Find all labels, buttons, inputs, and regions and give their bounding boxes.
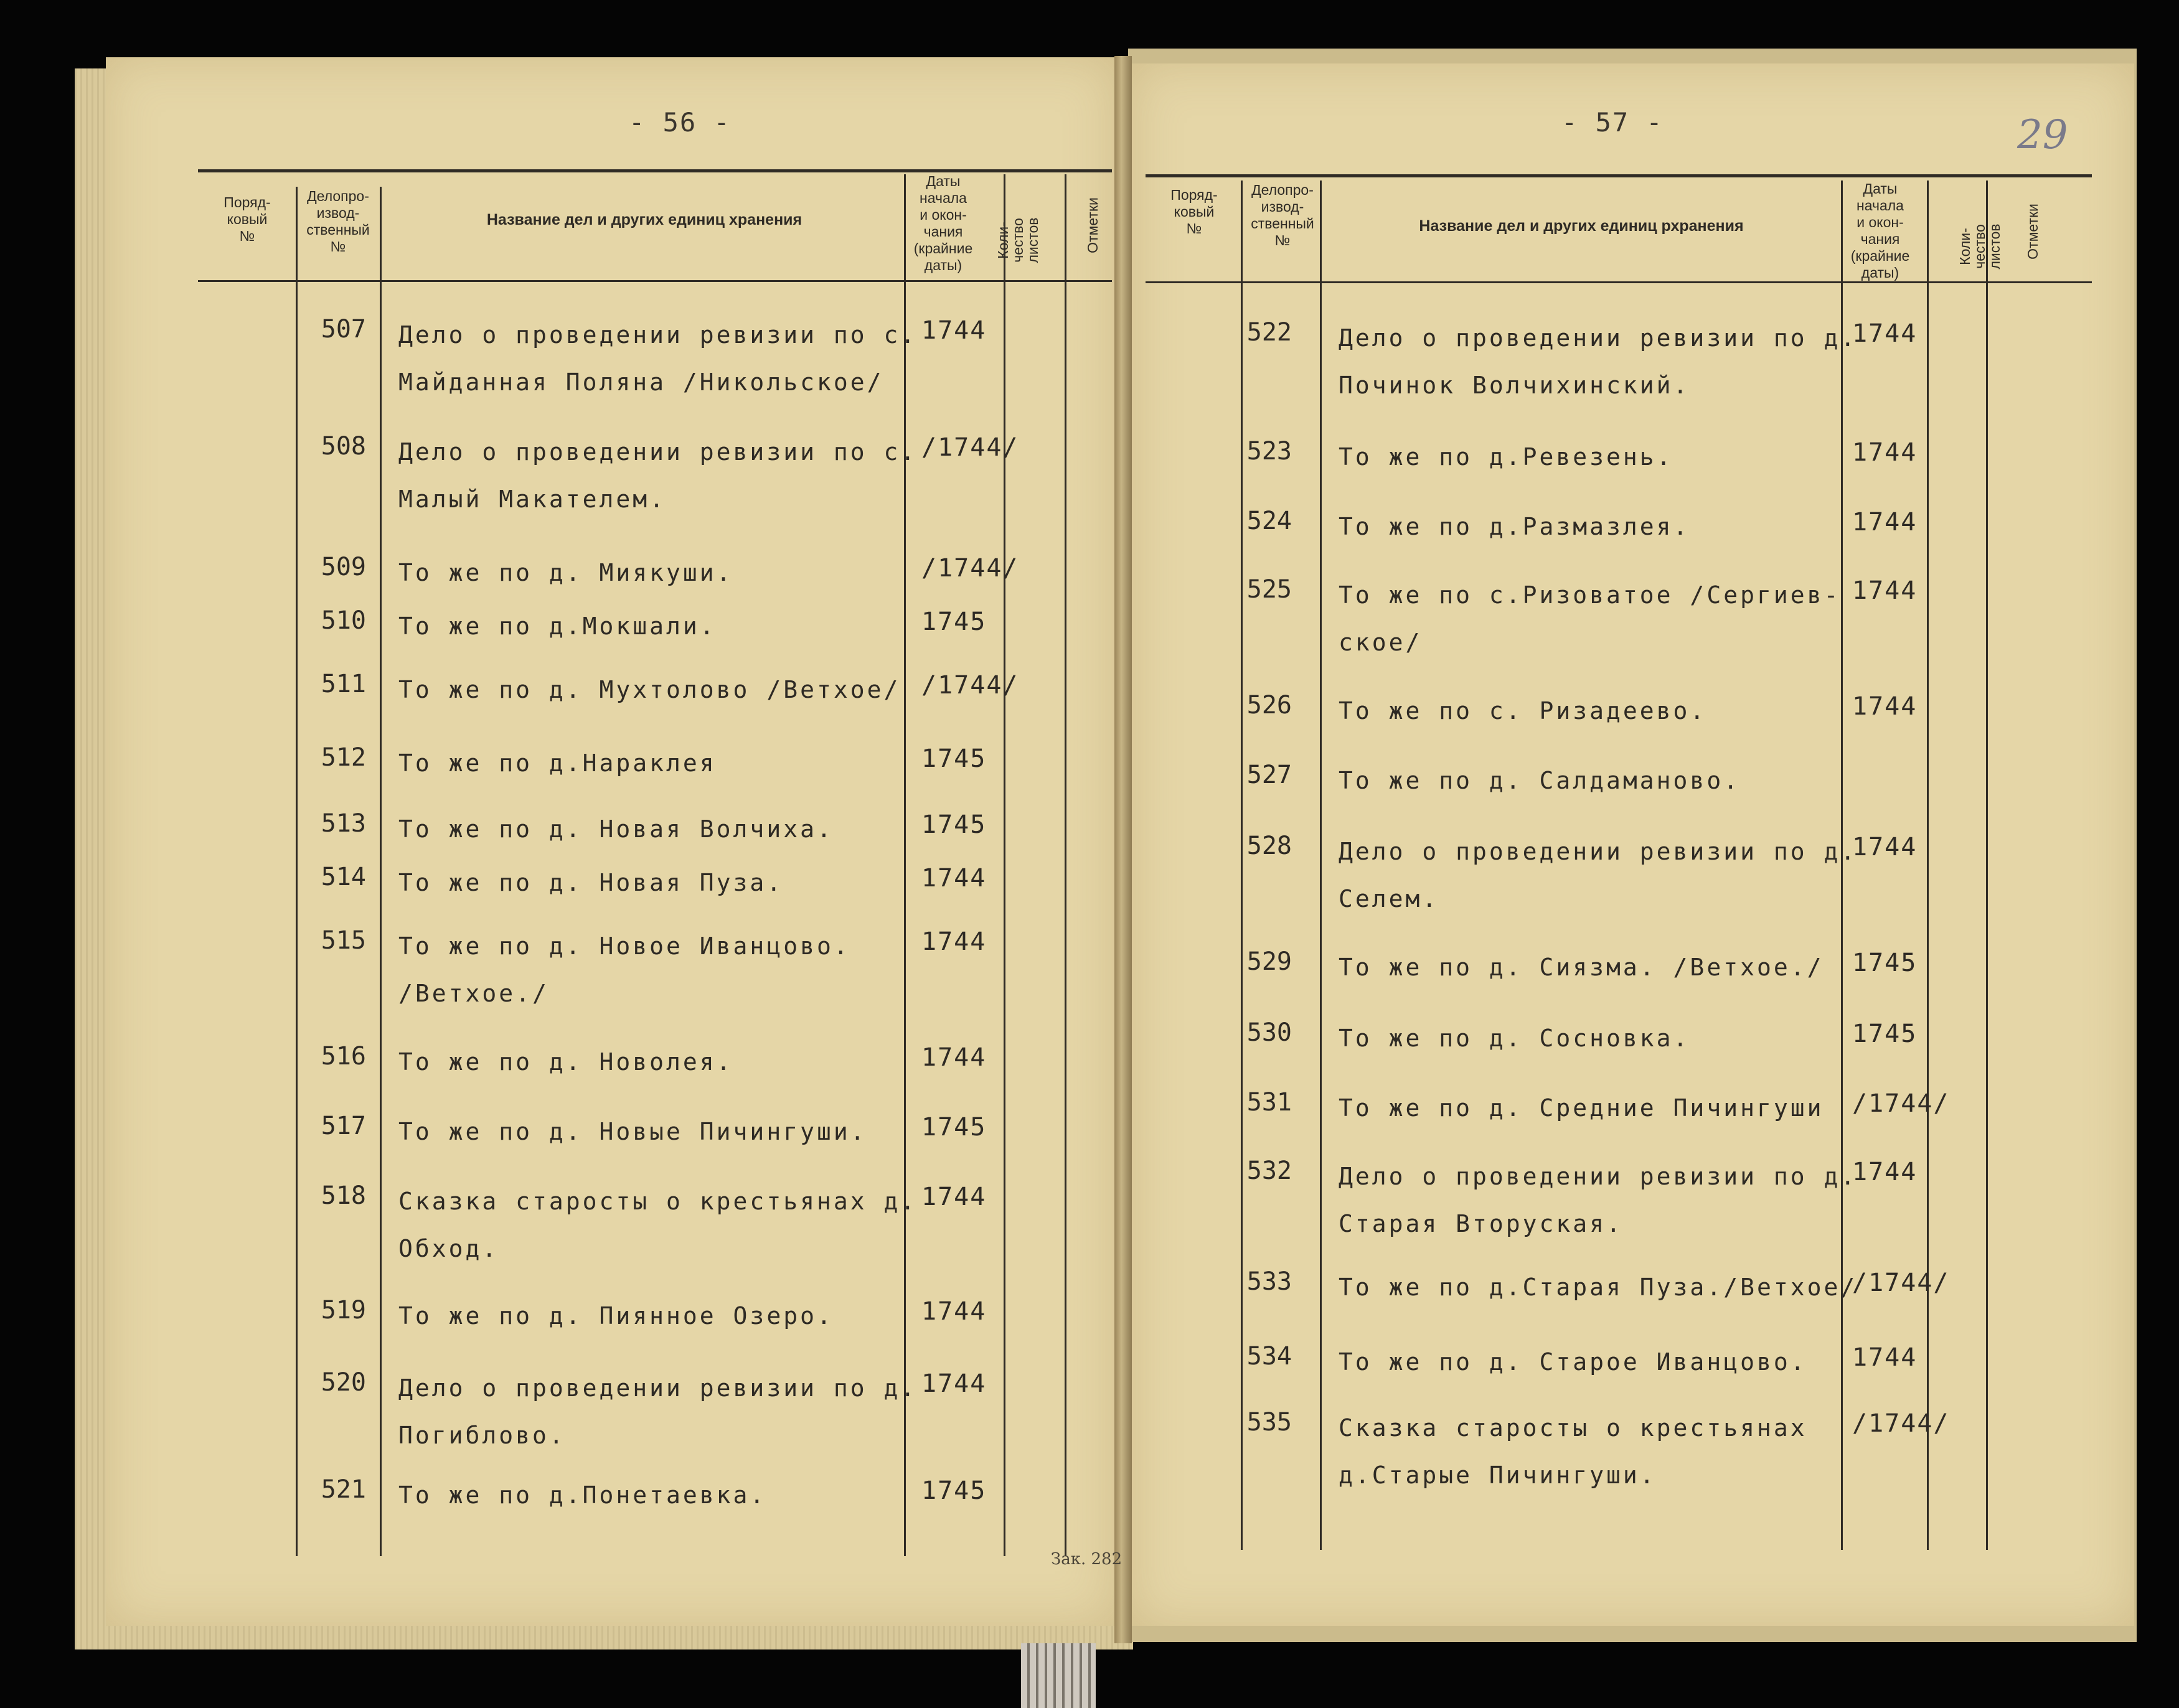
entry-number: 524 — [1246, 507, 1292, 535]
entry-title: То же по д. Сосновка. — [1339, 1025, 1690, 1052]
entry-title: То же по с.Ризоватое /Сергиев- ское/ — [1339, 581, 1841, 656]
entry-date: 1744 — [921, 1183, 987, 1211]
entry-number: 512 — [321, 743, 366, 772]
entry-number: 519 — [321, 1296, 366, 1325]
right-col-dates-header: Даты начала и окон- чания (крайние даты) — [1850, 181, 1910, 281]
book-gutter — [1114, 56, 1132, 1643]
right-col-notes-header: Отметки — [2025, 204, 2041, 260]
entry-date: 1744 — [921, 316, 987, 345]
entry-number: 533 — [1246, 1267, 1292, 1296]
entry-number: 517 — [321, 1112, 366, 1140]
entry-title: То же по д. Новое Иванцово. /Ветхое./ — [398, 932, 850, 1007]
entry-date: 1745 — [921, 744, 987, 773]
right-col-divider-5 — [1986, 181, 1988, 1550]
right-page-number: - 57 - — [1561, 107, 1664, 138]
entry-number: 511 — [321, 670, 366, 698]
entry-date: /1744/ — [921, 433, 1019, 462]
entry-number: 531 — [1246, 1088, 1292, 1117]
entry-number: 509 — [321, 553, 366, 581]
entry-title: То же по д. Новая Волчиха. — [398, 815, 834, 843]
entry-title: То же по д. Новые Пичингуши. — [398, 1118, 867, 1145]
entry-title: То же по д. Новолея. — [398, 1048, 733, 1076]
entry-number: 529 — [1246, 947, 1292, 976]
entry-title: То же по с. Ризадеево. — [1339, 697, 1707, 725]
left-footer-note: Зак. 282 — [1051, 1550, 1122, 1569]
left-col-divider-2 — [380, 187, 382, 1556]
entry-title: Дело о проведении ревизии по д. Починок Волчихинский. — [1339, 324, 1858, 399]
entry-number: 514 — [321, 863, 366, 891]
left-col-divider-4 — [1004, 174, 1005, 1556]
left-col-notes-header: Отметки — [1085, 197, 1101, 253]
entry-date: 1744 — [921, 1369, 987, 1398]
right-col-name-header: Название дел и других единиц рхранения — [1419, 217, 1744, 235]
right-col-divider-2 — [1320, 181, 1322, 1550]
entry-date: 1745 — [921, 608, 987, 636]
entry-date: 1744 — [921, 1043, 987, 1072]
entry-title: Дело о проведении ревизии по д. Погиблово. — [398, 1374, 918, 1449]
left-col-ordinal-header: Поряд- ковый № — [224, 194, 271, 244]
right-header-bottom-rule — [1146, 281, 2092, 283]
entry-date: 1744 — [921, 864, 987, 893]
entry-number: 520 — [321, 1368, 366, 1397]
right-col-count-header: Коли- чество листов — [1957, 223, 2003, 270]
right-header-top-rule — [1146, 174, 2092, 177]
entry-number: 528 — [1246, 832, 1292, 860]
entry-title: Дело о проведении ревизии по с. Майданная Поляна /Никольское/ — [398, 321, 918, 396]
entry-number: 526 — [1246, 691, 1292, 720]
left-col-count-header: Коли- чество листов — [995, 217, 1041, 263]
entry-date: 1744 — [1852, 1158, 1918, 1186]
entry-date: 1745 — [921, 1113, 987, 1142]
entry-number: 507 — [321, 315, 366, 344]
left-header-top-rule — [198, 169, 1112, 172]
entry-date: 1744 — [1852, 319, 1918, 348]
left-col-office-header: Делопро- извод- ственный № — [306, 188, 370, 255]
left-page-number: - 56 - — [629, 107, 731, 138]
right-col-office-header: Делопро- извод- ственный № — [1251, 182, 1314, 248]
entry-title: То же по д.Понетаевка. — [398, 1481, 767, 1509]
entry-number: 532 — [1246, 1157, 1292, 1185]
left-col-divider-5 — [1065, 174, 1066, 1556]
entry-title: То же по д. Сиязма. /Ветхое./ — [1339, 954, 1824, 981]
left-header-bottom-rule — [198, 280, 1112, 282]
entry-date: 1744 — [1852, 576, 1918, 605]
entry-date: 1744 — [1852, 1343, 1918, 1372]
entry-date: /1744/ — [1852, 1269, 1950, 1297]
entry-number: 515 — [321, 926, 366, 955]
entry-date: 1745 — [1852, 949, 1918, 977]
entry-title: Сказка старосты о крестьянах д. Обход. — [398, 1188, 918, 1262]
entry-number: 521 — [321, 1475, 366, 1504]
entry-number: 508 — [321, 432, 366, 461]
entry-title: То же по д.Нараклея — [398, 749, 717, 777]
right-col-divider-4 — [1927, 181, 1929, 1550]
entry-date: 1744 — [921, 1297, 987, 1326]
entry-date: 1744 — [1852, 438, 1918, 467]
entry-date: /1744/ — [921, 554, 1019, 583]
entry-title: То же по д.Старая Пуза./Ветхое/ — [1339, 1274, 1858, 1301]
entry-number: 513 — [321, 809, 366, 838]
entry-title: То же по д. Миякуши. — [398, 559, 733, 586]
entry-date: 1745 — [921, 1476, 987, 1505]
entry-date: /1744/ — [1852, 1089, 1950, 1118]
folio-pencil-mark: 29 — [2017, 112, 2068, 158]
entry-number: 523 — [1246, 437, 1292, 466]
entry-title: То же по д.Размазлея. — [1339, 513, 1690, 540]
entry-date: 1744 — [1852, 692, 1918, 721]
entry-number: 510 — [321, 606, 366, 635]
entry-number: 530 — [1246, 1018, 1292, 1047]
entry-date: 1745 — [1852, 1020, 1918, 1048]
entry-title: То же по д. Средние Пичингуши — [1339, 1094, 1824, 1122]
entry-number: 535 — [1246, 1408, 1292, 1437]
entry-title: То же по д. Мухтолово /Ветхое/ — [398, 676, 901, 703]
entry-title: То же по д. Старое Иванцово. — [1339, 1348, 1807, 1376]
entry-title: Дело о проведении ревизии по д. Старая Вторуская. — [1339, 1163, 1858, 1237]
left-col-dates-header: Даты начала и окон- чания (крайние даты) — [913, 173, 973, 273]
entry-date: /1744/ — [921, 671, 1019, 700]
entry-title: То же по д. Новая Пуза. — [398, 869, 784, 896]
entry-title: То же по д. Салдаманово. — [1339, 767, 1741, 794]
left-col-name-header: Название дел и других единиц хранения — [486, 211, 802, 228]
entry-date: 1744 — [1852, 508, 1918, 537]
entry-number: 534 — [1246, 1342, 1292, 1371]
entry-title: То же по д.Ревезень. — [1339, 443, 1673, 471]
entry-number: 527 — [1246, 761, 1292, 789]
entry-date: 1744 — [1852, 833, 1918, 861]
entry-title: Дело о проведении ревизии по с. Малый Макателем. — [398, 438, 918, 513]
entry-title: То же по д. Пиянное Озеро. — [398, 1302, 834, 1330]
entry-number: 518 — [321, 1181, 366, 1210]
entry-title: То же по д.Мокшали. — [398, 612, 717, 640]
entry-title: Сказка старосты о крестьянах д.Старые Пичингуши. — [1339, 1414, 1807, 1489]
entry-date: /1744/ — [1852, 1409, 1950, 1438]
entry-number: 522 — [1246, 318, 1292, 347]
right-col-ordinal-header: Поряд- ковый № — [1170, 187, 1218, 237]
entry-date: 1745 — [921, 810, 987, 839]
entry-number: 525 — [1246, 575, 1292, 604]
spine-tag — [1021, 1643, 1096, 1708]
entry-date: 1744 — [921, 927, 987, 956]
entry-title: Дело о проведении ревизии по д. Селем. — [1339, 838, 1858, 913]
entry-number: 516 — [321, 1042, 366, 1071]
